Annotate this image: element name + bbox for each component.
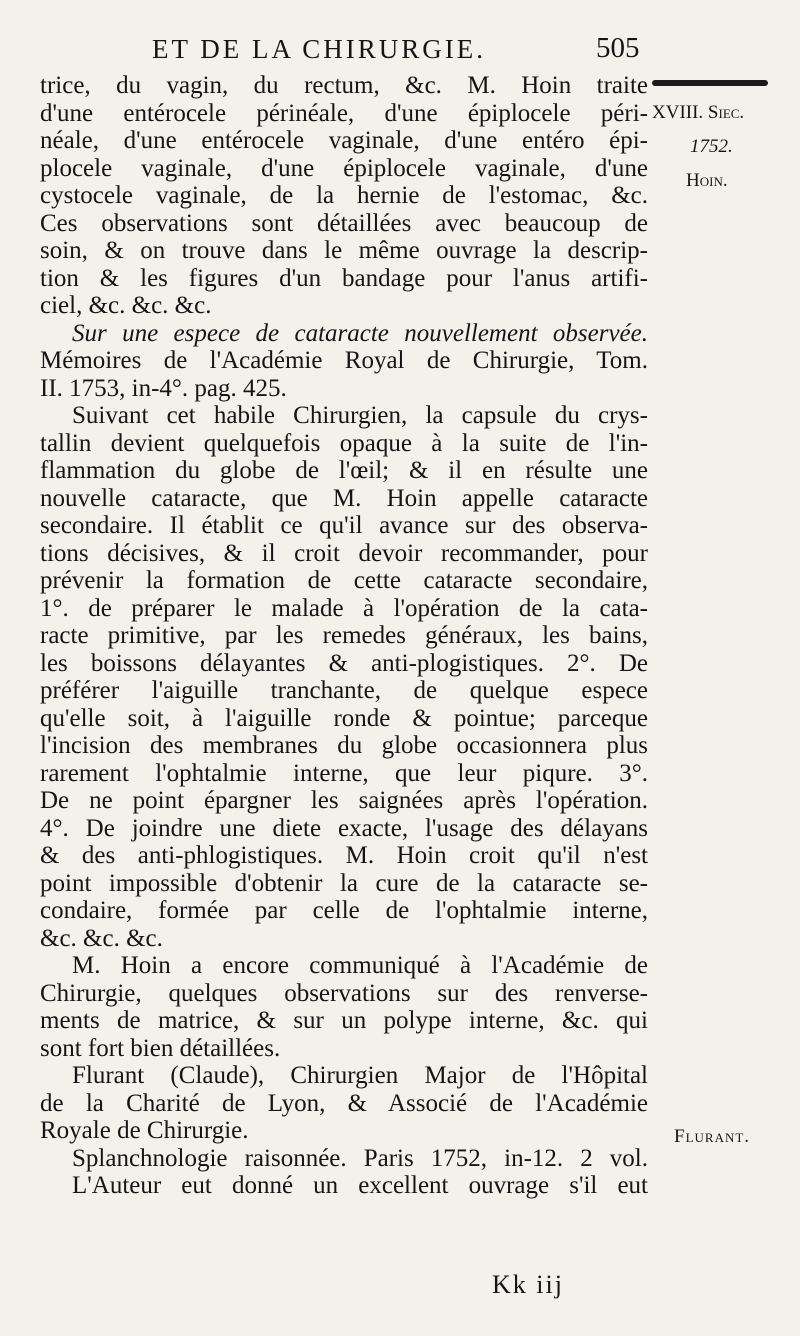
text-line: nouvelle cataracte, que M. Hoin appelle cataracte [40,484,648,512]
text-line: cystocele vaginale, de la hernie de l'estomac, &c. [40,182,648,209]
margin-note-year: 1752. [690,136,733,157]
text-line: II. 1753, in-4°. pag. 425. [40,374,287,402]
text-line: préférer l'aiguille tranchante, de quelque espece [40,677,648,704]
text-line: Suivant cet habile Chirurgien, la capsule du crys- [72,402,648,429]
text-line: plocele vaginale, d'une épiplocele vaginale, d'une [40,154,648,182]
text-line: De ne point épargner les saignées après l'opération. [40,787,648,814]
text-line: secondaire. Il établit ce qu'il avance sur des observa- [40,512,648,539]
text-line: soin, & on trouve dans le même ouvrage la descrip- [40,237,648,264]
text-line: Ces observations sont détaillées avec beaucoup de [40,209,648,237]
text-line: condaire, formée par celle de l'ophtalmie interne, [40,897,648,924]
text-line: M. Hoin a encore communiqué à l'Académie de [72,952,648,979]
text-line: L'Auteur eut donné un excellent ouvrage s'il eut [72,1172,648,1199]
text-line: ments de matrice, & sur un polype interne, &c. qui [40,1007,648,1034]
text-line: &c. &c. &c. [40,924,163,952]
text-line: qu'elle soit, à l'aiguille ronde & pointue; parceque [40,704,648,732]
text-line: les boissons délayantes & anti-plogistiques. 2°. De [40,649,648,677]
margin-note-flurant: Flurant. [674,1126,751,1147]
running-head: ET DE LA CHIRURGIE. [152,34,486,64]
text-line: Sur une espece de cataracte nouvellement observée. [72,319,648,347]
text-line: racte primitive, par les remedes généraux, les bains, [40,622,648,649]
text-line: prévenir la formation de cette cataracte secondaire, [40,567,648,594]
body-text [40,72,648,1200]
margin-note-century: XVIII. Siec. [652,102,745,123]
text-line: sont fort bien détaillées. [40,1034,281,1062]
text-line: & des anti-phlogistiques. M. Hoin croit qu'il n'est [40,842,648,869]
text-line: 4°. De joindre une diete exacte, l'usage des délayans [40,814,648,842]
text-line: trice, du vagin, du rectum, &c. M. Hoin traite [40,72,648,99]
text-line: Mémoires de l'Académie Royal de Chirurgie, Tom. [40,347,648,374]
text-line: Flurant (Claude), Chirurgien Major de l'Hôpital [72,1062,648,1089]
text-line: l'incision des membranes du globe occasionnera plus [40,732,648,759]
text-line: d'une entérocele périnéale, d'une épiplocele péri- [40,99,648,127]
text-line: tions décisives, & il croit devoir recommander, pour [40,539,648,567]
text-line: rarement l'ophtalmie interne, que leur piqure. 3°. [40,759,648,787]
text-line: ciel, &c. &c. &c. [40,292,212,319]
text-line: de la Charité de Lyon, & Associé de l'Académie [40,1089,648,1117]
text-line: Chirurgie, quelques observations sur des renverse- [40,979,648,1007]
margin-note-hoin: Hoin. [686,170,728,191]
text-line: tion & les figures d'un bandage pour l'anus artifi- [40,264,648,292]
page-number: 505 [596,32,640,64]
margin-rule [652,80,768,86]
text-line: point impossible d'obtenir la cure de la cataracte se- [40,869,648,897]
text-line: Splanchnologie raisonnée. Paris 1752, in-12. 2 vol. [72,1144,648,1172]
text-line: Royale de Chirurgie. [40,1117,249,1144]
text-line: tallin devient quelquefois opaque à la suite de l'in- [40,429,648,457]
signature-mark: Kk iij [492,1270,564,1299]
page-header [40,28,650,68]
text-line: néale, d'une entérocele vaginale, d'une entéro épi- [40,127,648,154]
text-line: 1°. de préparer le malade à l'opération de la cata- [40,594,648,622]
text-line: flammation du globe de l'œil; & il en résulte une [40,457,648,484]
